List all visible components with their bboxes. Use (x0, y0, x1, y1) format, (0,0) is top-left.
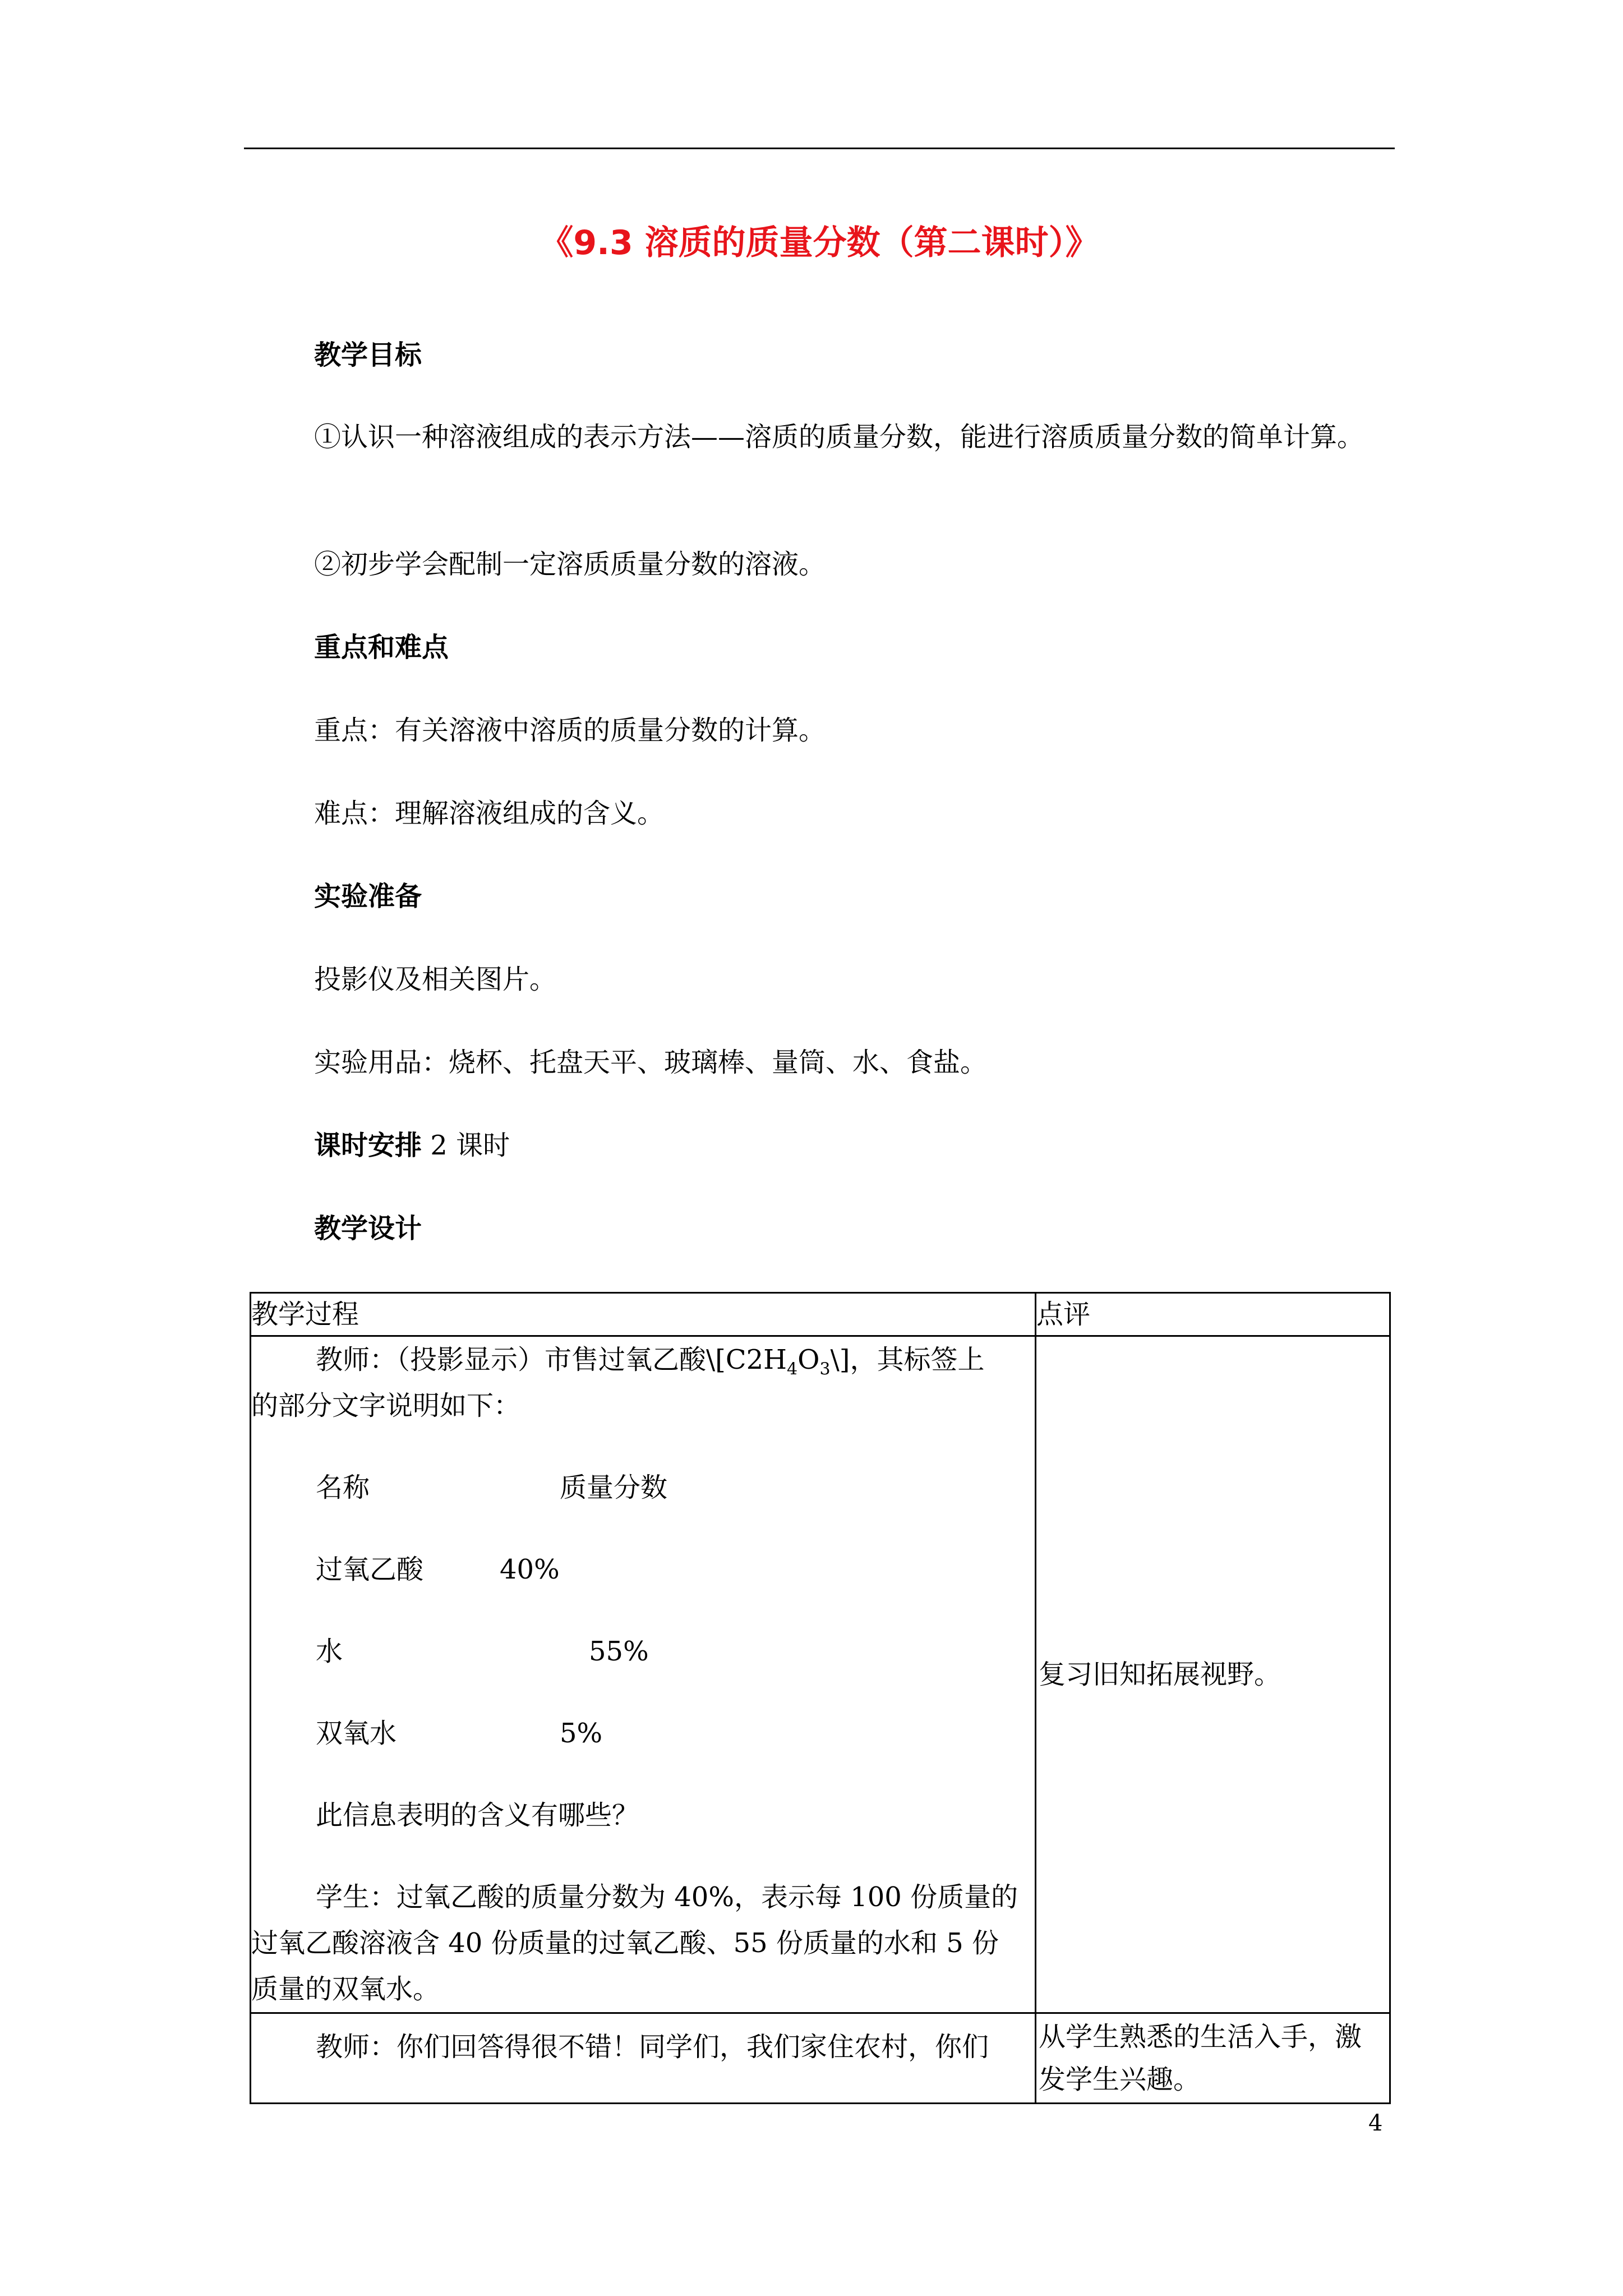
table-row (251, 2013, 1390, 2104)
design-heading: 教学设计 (314, 1213, 422, 1244)
label-row: 水 55% (316, 1636, 649, 1667)
key-point-text: 重点：有关溶液中溶质的质量分数的计算。 (314, 715, 826, 746)
table-row (251, 1336, 1390, 2013)
label-header: 名称 质量分数 (316, 1472, 668, 1503)
page-number: 4 (1368, 2110, 1383, 2136)
label-row: 过氧乙酸 40% (316, 1554, 560, 1585)
objectives-heading: 教学目标 (314, 339, 422, 371)
label-row: 双氧水 5% (316, 1718, 603, 1749)
schedule-heading: 课时安排 (314, 1130, 422, 1161)
header-rule (244, 148, 1395, 149)
question-line: 此信息表明的含义有哪些？ (316, 1800, 639, 1831)
teaching-design-table (250, 1292, 1391, 2104)
objective-item-1: ①认识一种溶液组成的表示方法——溶质的质量分数，能进行溶质质量分数的简单计算。 (314, 421, 1364, 453)
schedule-value: 2 课时 (422, 1130, 510, 1161)
comment-cell: 从学生熟悉的生活入手，激 发学生兴趣。 (1036, 2013, 1390, 2104)
preparation-materials: 实验用品：烧杯、托盘天平、玻璃棒、量筒、水、食盐。 (314, 1047, 988, 1078)
teacher-line-2: 的部分文字说明如下： (251, 1390, 521, 1421)
table-header-row (251, 1293, 1390, 1336)
preparation-projector: 投影仪及相关图片。 (314, 964, 557, 995)
student-line: 质量的双氧水。 (251, 1973, 440, 2005)
teacher-line: 教师：（投影显示）市售过氧乙酸$\backslash[C2H_4O_3\backslash]$，其标签上 (316, 1344, 985, 1379)
student-line: 学生：过氧乙酸的质量分数为 40%，表示每 100 份质量的 (316, 1881, 1018, 1913)
key-points-heading: 重点和难点 (314, 632, 449, 663)
difficulty-text: 难点：理解溶液组成的含义。 (314, 798, 665, 829)
process-cell: 教师：你们回答得很不错！同学们，我们家住农村，你们 (251, 2013, 1036, 2104)
page-title: 《9.3 溶质的质量分数（第二课时）》 (540, 223, 1099, 263)
student-line: 过氧乙酸溶液含 40 份质量的过氧乙酸、55 份质量的水和 5 份 (251, 1927, 999, 1959)
objective-item-2: ②初步学会配制一定溶质质量分数的溶液。 (314, 549, 826, 580)
process-cell (251, 1336, 1036, 2013)
comment-cell: 复习旧知拓展视野。 (1036, 1336, 1390, 2013)
header-process: 教学过程 (251, 1293, 1036, 1336)
preparation-heading: 实验准备 (314, 881, 422, 912)
schedule-line (314, 1123, 510, 1168)
header-comment: 点评 (1036, 1293, 1390, 1336)
